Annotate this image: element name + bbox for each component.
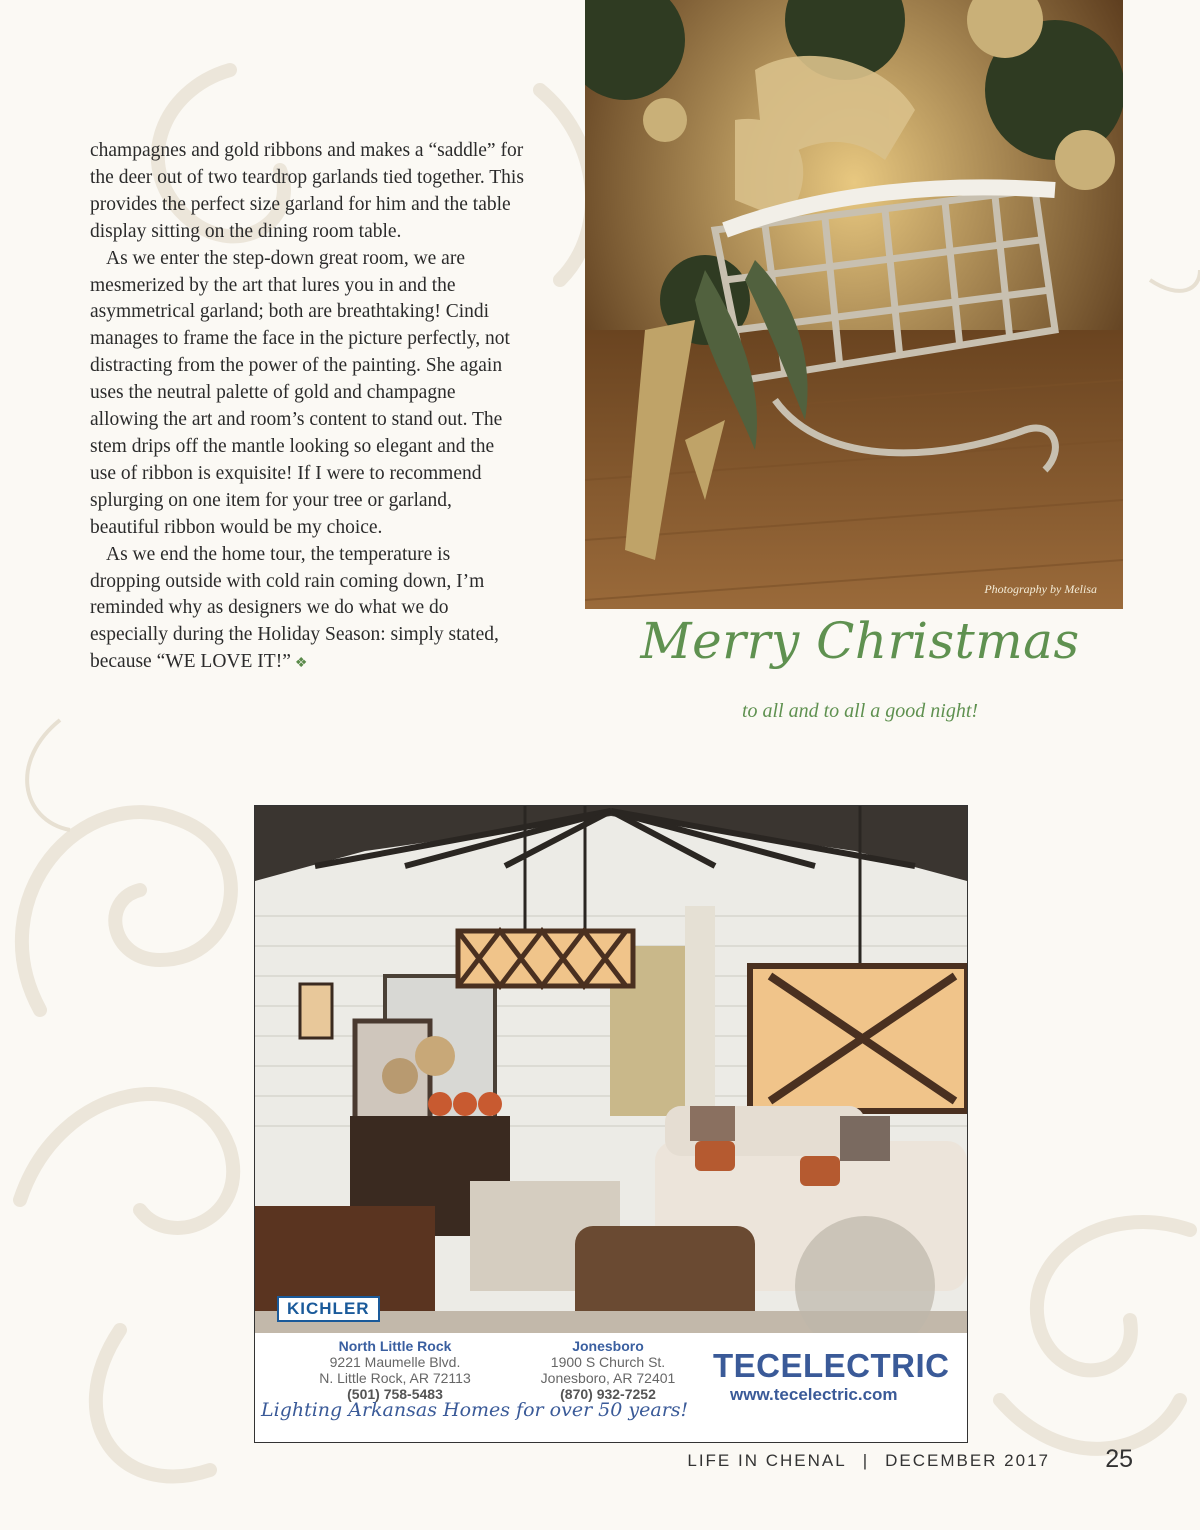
page-number: 25 (1105, 1445, 1133, 1473)
article-paragraph: champagnes and gold ribbons and makes a “saddle” for the deer out of two teardrop garlands tied together. This provides the perfect size garland for him and the table display sitting on the dining room table. (90, 140, 524, 242)
ad-footer (255, 1333, 967, 1442)
merry-christmas-heading: Merry Christmas (640, 612, 1080, 670)
end-mark-icon: ❖ (294, 656, 308, 672)
store-city: North Little Rock (338, 1338, 452, 1354)
issue-date: DECEMBER 2017 (885, 1451, 1050, 1470)
sleigh-photo-illustration (585, 0, 1123, 609)
article-text (90, 138, 525, 678)
store-address-line2: Jonesboro, AR 72401 (540, 1370, 676, 1386)
store-phone[interactable]: (501) 758-5483 (347, 1386, 443, 1402)
article-paragraph: As we enter the step-down great room, we are mesmerized by the art that lures you in and the asymmetrical garland; both are breathtaking! Cindi manages to frame the face in the picture perfectly, not distracting from the power of the painting. She again uses the neutral palette of gold and champagne allowing the art and room’s content to stand out. The stem drips off the mantle looking so elegant and the use of ribbon is exquisite! If I were to recommend splurging on one item for your tree or garland, beautiful ribbon would be my choice. (90, 247, 510, 538)
store-jonesboro (523, 1338, 693, 1402)
tec-electric-website-link[interactable]: www.tecelectric.com (730, 1385, 898, 1404)
greeting-subtitle: to all and to all a good night! (741, 700, 979, 722)
sleigh-photo (585, 0, 1123, 609)
photo-credit: Photography by Melisa (984, 582, 1097, 596)
ad-tagline: Lighting Arkansas Homes for over 50 years! (261, 1399, 689, 1421)
footer-separator: | (862, 1451, 870, 1470)
store-phone[interactable]: (870) 932-7252 (560, 1386, 656, 1402)
page-footer (687, 1451, 1050, 1471)
store-address-line2: N. Little Rock, AR 72113 (319, 1370, 471, 1386)
store-address-line1: 9221 Maumelle Blvd. (329, 1354, 461, 1370)
living-room-illustration (255, 806, 967, 1333)
store-north-little-rock (295, 1338, 495, 1402)
tec-electric-logo: TECELECTRIC (713, 1347, 950, 1384)
store-address-line1: 1900 S Church St. (550, 1354, 666, 1370)
article-paragraph-text: As we end the home tour, the temperature is dropping outside with cold rain coming down, I’m reminded why as designers we do what we do especially during the Holiday Season: simply stated, because “WE LOVE IT!” (90, 543, 499, 673)
tec-electric-advertisement[interactable] (254, 805, 968, 1443)
kichler-logo: KICHLER (277, 1296, 380, 1322)
publication-name: LIFE IN CHENAL (687, 1451, 847, 1470)
store-city: Jonesboro (572, 1338, 644, 1354)
article-paragraph (90, 542, 525, 679)
